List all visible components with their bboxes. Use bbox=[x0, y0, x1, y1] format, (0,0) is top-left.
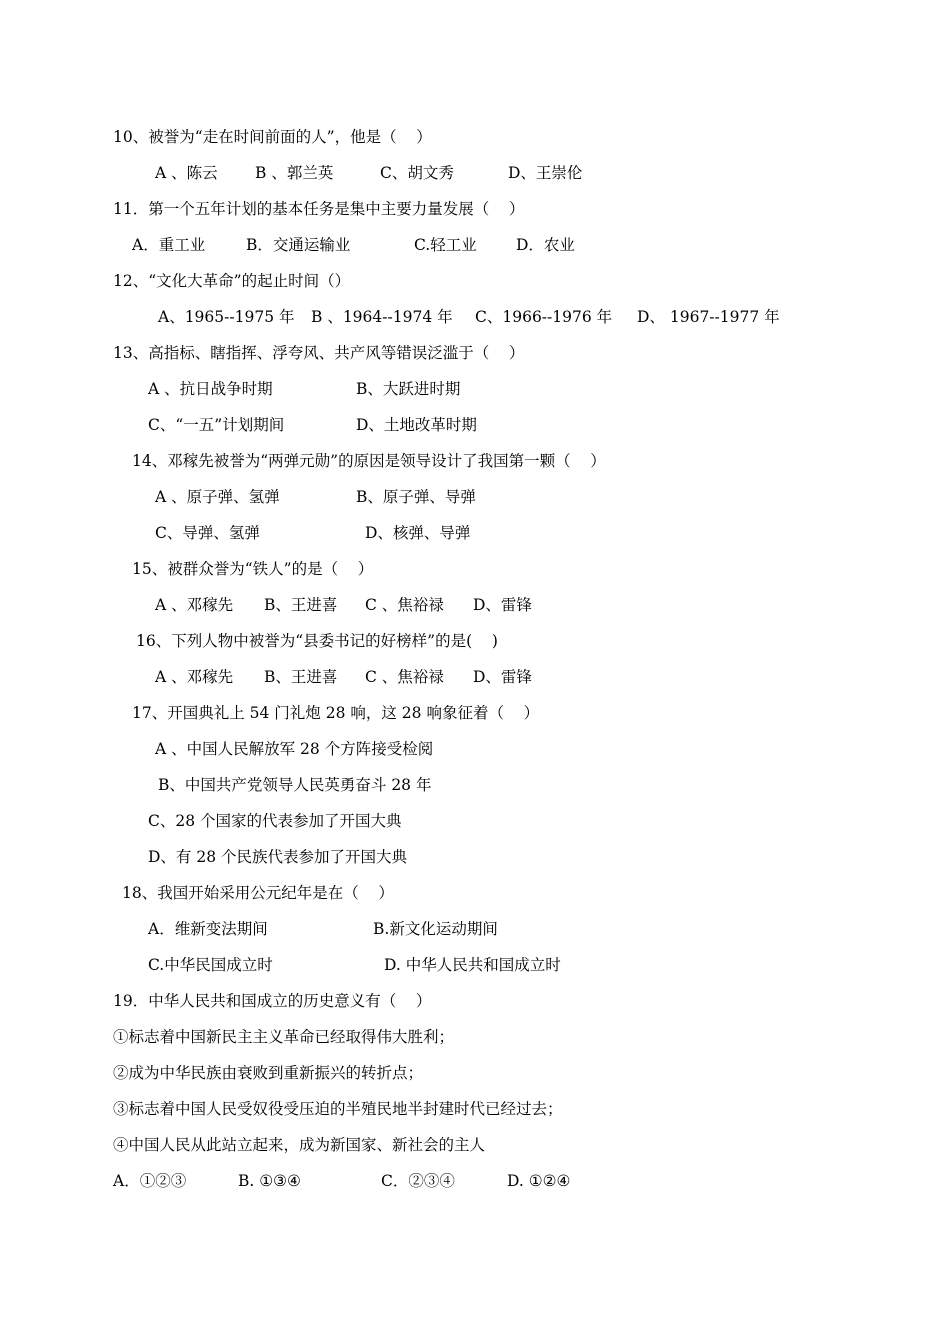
question-18-option-d: D. 中华人民共和国成立时 bbox=[384, 956, 561, 974]
question-19-option-d: D. ①②④ bbox=[507, 1172, 571, 1190]
question-11-option-a: A．重工业 bbox=[132, 236, 206, 254]
question-12-option-a: A、1965--1975 年 bbox=[158, 308, 295, 326]
question-12-option-c: C、1966--1976 年 bbox=[475, 308, 613, 326]
question-15-stem: 15、被群众誉为“铁人”的是（ ） bbox=[132, 560, 374, 578]
question-19-stem: 19．中华人民共和国成立的历史意义有（ ） bbox=[113, 992, 432, 1010]
question-11-option-d: D．农业 bbox=[516, 236, 575, 254]
question-18-option-b: B.新文化运动期间 bbox=[373, 920, 498, 938]
question-13-option-c: C、“一五”计划期间 bbox=[148, 416, 285, 434]
question-15-option-d: D、雷锋 bbox=[473, 596, 532, 614]
question-18-option-c: C.中华民国成立时 bbox=[148, 956, 273, 974]
question-12-option-b: B 、1964--1974 年 bbox=[311, 308, 453, 326]
question-17-option-c: C、28 个国家的代表参加了开国大典 bbox=[148, 812, 402, 830]
question-11-option-b: B．交通运输业 bbox=[246, 236, 351, 254]
question-11-option-c: C.轻工业 bbox=[414, 236, 477, 254]
question-10-stem: 10、被誉为“走在时间前面的人”，他是（ ） bbox=[113, 128, 432, 146]
question-17-option-d: D、有 28 个民族代表参加了开国大典 bbox=[148, 848, 408, 866]
question-14-option-a: A 、原子弹、氢弹 bbox=[155, 488, 280, 506]
question-19-option-c: C．②③④ bbox=[381, 1172, 455, 1190]
question-15-option-b: B、王进喜 bbox=[264, 596, 338, 614]
question-10-option-a: A 、陈云 bbox=[155, 164, 218, 182]
question-19-statement-3: ③标志着中国人民受奴役受压迫的半殖民地半封建时代已经过去； bbox=[113, 1100, 563, 1118]
question-19-statement-2: ②成为中华民族由衰败到重新振兴的转折点； bbox=[113, 1064, 424, 1082]
question-19-option-b: B. ①③④ bbox=[238, 1172, 301, 1190]
question-16-option-c: C 、焦裕禄 bbox=[365, 668, 444, 686]
question-13-option-b: B、大跃进时期 bbox=[356, 380, 461, 398]
question-12-stem: 12、“文化大革命”的起止时间（） bbox=[113, 272, 351, 290]
question-10-option-d: D、王崇伦 bbox=[508, 164, 583, 182]
question-10-option-c: C、胡文秀 bbox=[380, 164, 454, 182]
question-15-option-a: A 、邓稼先 bbox=[155, 596, 234, 614]
question-13-stem: 13、高指标、瞎指挥、浮夸风、共产风等错误泛滥于（ ） bbox=[113, 344, 525, 362]
question-16-option-d: D、雷锋 bbox=[473, 668, 532, 686]
question-13-option-d: D、土地改革时期 bbox=[356, 416, 477, 434]
question-18-stem: 18、我国开始采用公元纪年是在（ ） bbox=[122, 884, 394, 902]
question-16-stem: 16、下列人物中被誉为“县委书记的好榜样”的是( ) bbox=[136, 632, 498, 650]
question-16-option-a: A 、邓稼先 bbox=[155, 668, 234, 686]
question-14-option-c: C、导弹、氢弹 bbox=[155, 524, 260, 542]
question-18-option-a: A．维新变法期间 bbox=[148, 920, 268, 938]
question-11-stem: 11．第一个五年计划的基本任务是集中主要力量发展（ ） bbox=[113, 200, 525, 218]
question-19-statement-1: ①标志着中国新民主主义革命已经取得伟大胜利； bbox=[113, 1028, 455, 1046]
question-15-option-c: C 、焦裕禄 bbox=[365, 596, 444, 614]
question-14-option-d: D、核弹、导弹 bbox=[365, 524, 471, 542]
question-17-option-b: B、中国共产党领导人民英勇奋斗 28 年 bbox=[158, 776, 432, 794]
question-12-option-d: D、 1967--1977 年 bbox=[637, 308, 780, 326]
question-19-statement-4: ④中国人民从此站立起来，成为新国家、新社会的主人 bbox=[113, 1136, 486, 1154]
question-14-stem: 14、邓稼先被誉为“两弹元勋”的原因是领导设计了我国第一颗（ ） bbox=[132, 452, 606, 470]
question-17-stem: 17、开国典礼上 54 门礼炮 28 响，这 28 响象征着（ ） bbox=[132, 704, 540, 722]
question-17-option-a: A 、中国人民解放军 28 个方阵接受检阅 bbox=[155, 740, 434, 758]
question-16-option-b: B、王进喜 bbox=[264, 668, 338, 686]
question-14-option-b: B、原子弹、导弹 bbox=[356, 488, 476, 506]
question-10-option-b: B 、郭兰英 bbox=[255, 164, 334, 182]
question-19-option-a: A．①②③ bbox=[113, 1172, 187, 1190]
question-13-option-a: A 、抗日战争时期 bbox=[148, 380, 273, 398]
